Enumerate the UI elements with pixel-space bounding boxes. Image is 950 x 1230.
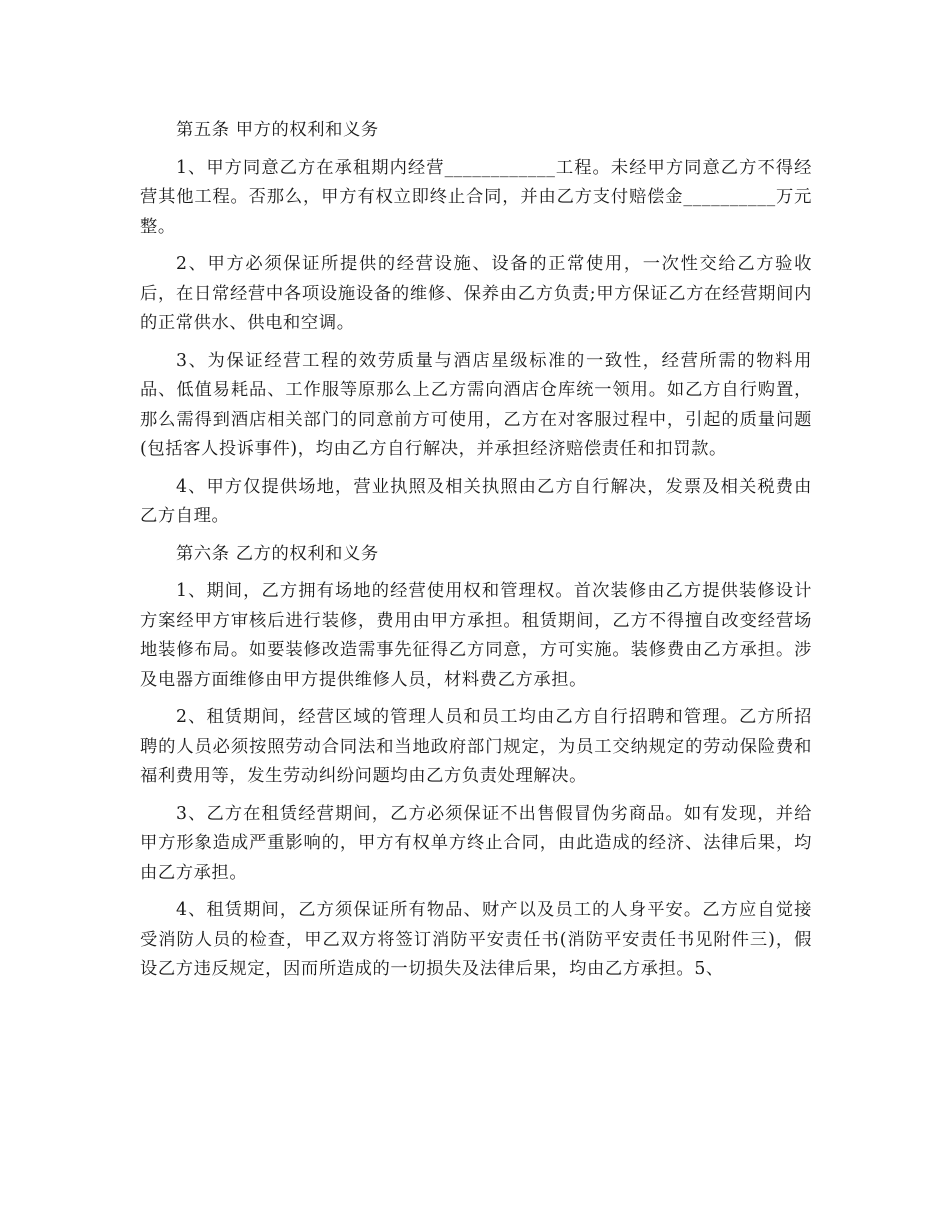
section-6-clause-2: 2、租赁期间，经营区域的管理人员和员工均由乙方自行招聘和管理。乙方所招聘的人员必须按照劳动合同法和当地政府部门规定，为员工交纳规定的劳动保险费和福利费用等，发生劳动纠纷问题均由乙方负责处理解决。 (140, 707, 812, 786)
section-5-clause-3: 3、为保证经营工程的效劳质量与酒店星级标准的一致性，经营所需的物料用品、低值易耗品、工作服等原那么上乙方需向酒店仓库统一领用。如乙方自行购置，那么需得到酒店相关部门的同意前方可使用，乙方在对客服过程中，引起的质量问题(包括客人投诉事件)，均由乙方自行解决，并承担经济赔偿责任和扣罚款。 (140, 350, 812, 459)
section-5-clause-4: 4、甲方仅提供场地，营业执照及相关执照由乙方自行解决，发票及相关税费由乙方自理。 (140, 476, 812, 526)
section-5-clause-1: 1、甲方同意乙方在承租期内经营____________工程。未经甲方同意乙方不得经营其他工程。否那么，甲方有权立即终止合同，并由乙方支付赔偿金__________万元整。 (140, 157, 812, 237)
section-5-clause-2: 2、甲方必须保证所提供的经营设施、设备的正常使用，一次性交给乙方验收后，在日常经营中各项设施设备的维修、保养由乙方负责;甲方保证乙方在经营期间内的正常供水、供电和空调。 (140, 254, 812, 333)
section-5-heading: 第五条 甲方的权利和义务 (176, 120, 379, 140)
section-6-clause-4: 4、租赁期间，乙方须保证所有物品、财产以及员工的人身平安。乙方应自觉接受消防人员的检查，甲乙双方将签订消防平安责任书(消防平安责任书见附件三)，假设乙方违反规定，因而所造成的一切损失及法律后果，均由乙方承担。5、 (140, 900, 812, 979)
section-6-clause-1: 1、期间，乙方拥有场地的经营使用权和管理权。首次装修由乙方提供装修设计方案经甲方审核后进行装修，费用由甲方承担。租赁期间，乙方不得擅自改变经营场地装修布局。如要装修改造需事先征得乙方同意，方可实施。装修费由乙方承担。涉及电器方面维修由甲方提供维修人员，材料费乙方承担。 (140, 581, 812, 690)
section-6-heading: 第六条 乙方的权利和义务 (176, 543, 379, 564)
section-6-clause-3: 3、乙方在租赁经营期间，乙方必须保证不出售假冒伪劣商品。如有发现，并给甲方形象造成严重影响的，甲方有权单方终止合同，由此造成的经济、法律后果，均由乙方承担。 (140, 803, 812, 883)
document-body (140, 116, 812, 993)
